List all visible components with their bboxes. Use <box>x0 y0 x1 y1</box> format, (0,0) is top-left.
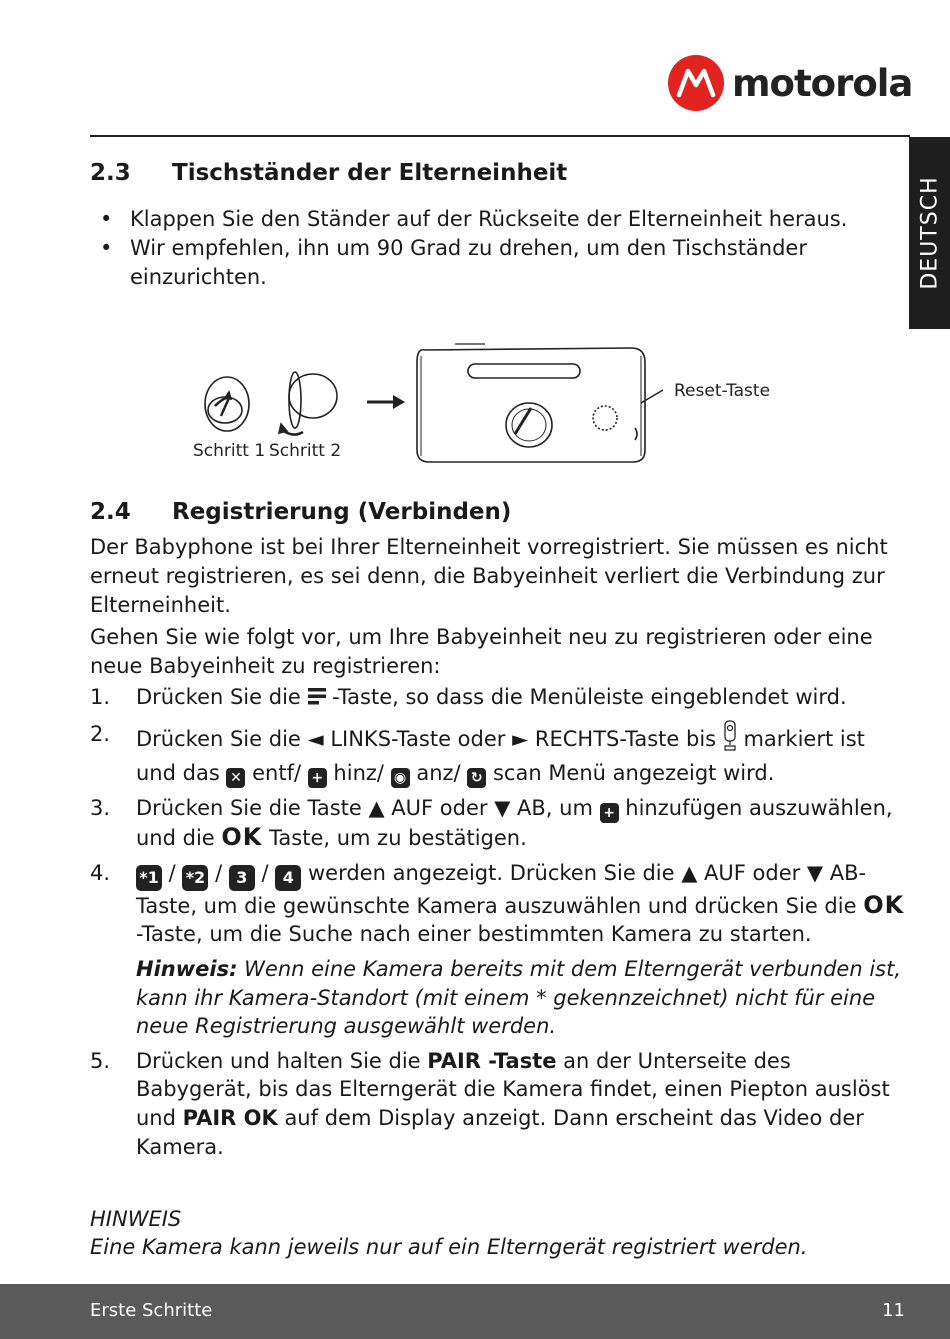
ok-key-label: OK <box>863 890 905 919</box>
language-tab <box>909 137 950 329</box>
camera-icon <box>723 720 737 760</box>
scan-icon: ↻ <box>467 768 486 788</box>
view-icon: ◉ <box>391 768 410 788</box>
list-item: • Klappen Sie den Ständer auf der Rückseite der Elterneinheit heraus. <box>100 207 848 231</box>
camera-slot-1-icon: *1 <box>136 865 162 891</box>
camera-slot-4-icon: 4 <box>275 865 301 891</box>
section-title: Registrierung (Verbinden) <box>172 499 512 525</box>
motorola-logo <box>668 55 912 111</box>
header-rule <box>90 135 910 137</box>
hinweis-title: HINWEIS <box>90 1207 182 1231</box>
paragraph: Gehen Sie wie folgt vor, um Ihre Babyeinheit neu zu registrieren oder eine neue Babyeinheit zu registrieren: <box>90 625 873 678</box>
section-heading-2-4 <box>90 499 511 525</box>
add-icon: + <box>600 803 619 823</box>
step-item: 2. Drücken Sie die ◄ LINKS-Taste oder ► RECHTS-Taste bis markiert ist und das ✕ entf/ + hinz/ ◉ anz/ ↻ scan Menü angezeigt wird. <box>90 721 865 787</box>
stand-illustration <box>185 338 785 468</box>
delete-icon: ✕ <box>226 768 245 788</box>
parent-unit-stand-diagram <box>185 338 785 468</box>
brand-name: motorola <box>732 61 913 105</box>
page-number: 11 <box>882 1300 905 1321</box>
figure-label-step2: Schritt 2 <box>269 441 342 461</box>
figure-label-step1: Schritt 1 <box>193 441 266 461</box>
step-item: 3. Drücken Sie die Taste ▲ AUF oder ▼ AB, um + hinzufügen auszuwählen, und die OK Taste, um zu bestätigen. <box>90 796 893 852</box>
step-item: 5. Drücken und halten Sie die PAIR -Taste an der Unterseite des Babygerät, bis das Elterngerät die Kamera findet, einen Piepton auslöst und PAIR OK auf dem Display anzeigt. Dann erscheint das Video der Kamera. <box>90 1048 890 1159</box>
add-icon: + <box>308 768 327 788</box>
step-list <box>90 683 910 1167</box>
step-item: 4. *1 / *2 / 3 / 4 werden angezeigt. Drücken Sie die ▲ AUF oder ▼ AB-Taste, um die gewünschte Kamera auszuwählen und drücken Sie die OK -Taste, um die Suche nach einer bestimmten Kamera zu starten. Hinweis: Wenn eine Kamera bereits mit dem Elterngerät verbunden ist, kann ihr Kamera-Standort (mit einem * gekennzeichnet) nicht für eine neue Registrierung ausgewählt werden. <box>90 859 910 1041</box>
camera-slot-2-icon: *2 <box>182 865 208 891</box>
section-number: 2.3 <box>90 160 131 186</box>
section-number: 2.4 <box>90 499 131 525</box>
footer-section: Erste Schritte <box>90 1300 213 1321</box>
note: Hinweis: Wenn eine Kamera bereits mit dem Elterngerät verbunden ist, kann ihr Kamera-Standort (mit einem * gekennzeichnet) nicht für eine neue Registrierung ausgewählt werden. <box>136 956 902 1039</box>
bullet-list <box>100 205 900 292</box>
motorola-batwing-icon <box>668 55 724 111</box>
section-title: Tischständer der Elterneinheit <box>172 160 568 186</box>
list-item: • Wir empfehlen, ihn um 90 Grad zu drehen, um den Tischständer einzurichten. <box>100 236 807 289</box>
camera-slot-3-icon: 3 <box>229 865 255 891</box>
page-footer <box>0 1284 950 1339</box>
figure-label-reset: Reset-Taste <box>674 381 771 401</box>
section-heading-2-3 <box>90 160 567 186</box>
paragraph: Der Babyphone ist bei Ihrer Elterneinheit vorregistriert. Sie müssen es nicht erneut registrieren, es sei denn, die Babyeinheit verliert die Verbindung zur Elterneinheit. <box>90 535 888 617</box>
ok-key-label: OK <box>221 823 263 852</box>
hinweis-block <box>90 1205 910 1261</box>
hinweis-text: Eine Kamera kann jeweils nur auf ein Elterngerät registriert werden. <box>90 1235 808 1259</box>
step-item: 1. Drücken Sie die -Taste, so dass die Menüleiste eingeblendet wird. <box>90 683 910 714</box>
language-label: DEUTSCH <box>917 176 942 290</box>
menu-icon <box>308 685 326 714</box>
